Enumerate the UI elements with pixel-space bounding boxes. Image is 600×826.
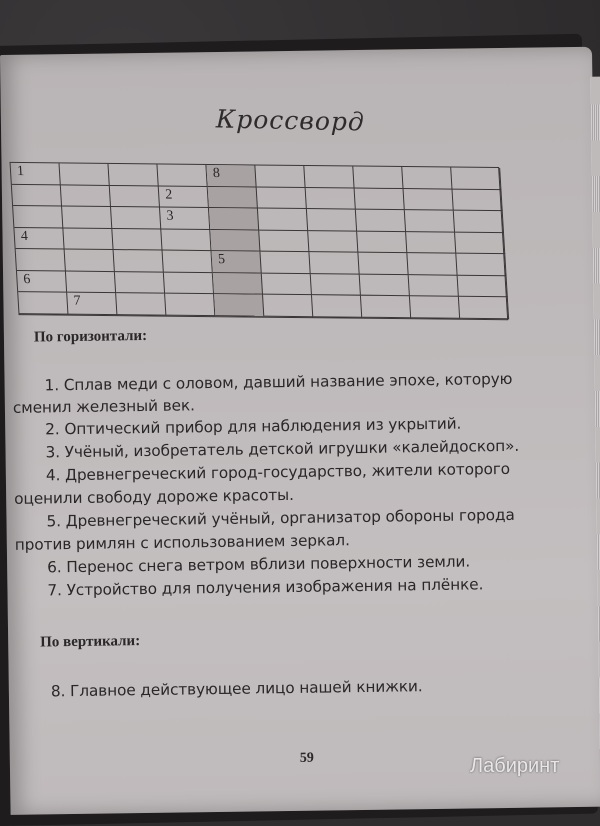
crossword-clue-number: 8 xyxy=(212,166,221,182)
across-clue-line: 6. Перенос снега ветром вблизи поверхности земли. xyxy=(47,552,471,577)
crossword-cell xyxy=(456,254,506,276)
crossword-cell xyxy=(17,271,67,293)
crossword-cell-shaded xyxy=(210,230,260,252)
crossword-cell xyxy=(61,185,111,207)
crossword-cell xyxy=(262,273,312,295)
crossword-clue-number: 6 xyxy=(22,271,31,287)
crossword-cell xyxy=(259,230,309,252)
page-edges xyxy=(590,77,600,797)
across-clue-line: сменил железный век. xyxy=(12,396,195,417)
crossword-cell xyxy=(255,165,305,187)
crossword-cell xyxy=(360,274,410,296)
across-clue-line: 5. Древнегреческий учёный, организатор обороны города xyxy=(46,505,515,531)
crossword-cell-shaded xyxy=(212,251,262,273)
crossword-cell xyxy=(309,252,359,274)
crossword-cell xyxy=(11,163,61,185)
crossword-cell xyxy=(112,229,162,251)
across-clue-line: 2. Оптический прибор для наблюдения из укрытий. xyxy=(45,414,462,439)
crossword-clue-number: 5 xyxy=(217,252,226,268)
crossword-cell xyxy=(451,168,501,190)
crossword-cell xyxy=(404,189,454,211)
crossword-cell xyxy=(114,250,164,272)
crossword-cell xyxy=(108,164,158,186)
crossword-cell xyxy=(161,229,211,251)
crossword-cell xyxy=(308,231,358,253)
crossword-cell xyxy=(358,253,408,275)
across-clue-line: против римлян с использованием зеркал. xyxy=(14,531,350,554)
crossword-cell xyxy=(160,208,210,230)
labirint-watermark xyxy=(470,755,559,778)
crossword-cell xyxy=(455,232,505,254)
crossword-grid-wrap xyxy=(9,162,508,319)
crossword-cell xyxy=(16,249,66,271)
crossword-cell xyxy=(111,207,161,229)
across-heading: По горизонтали: xyxy=(33,327,148,346)
crossword-clue-number: 4 xyxy=(20,228,29,244)
crossword-cell xyxy=(12,184,62,206)
book-page xyxy=(0,47,600,815)
crossword-clue-number: 1 xyxy=(16,163,25,180)
crossword-cell-shaded xyxy=(213,273,263,295)
crossword-cell xyxy=(454,211,504,233)
crossword-cell xyxy=(60,163,110,185)
page-number: 59 xyxy=(299,750,314,766)
crossword-cell-shaded xyxy=(206,165,256,187)
across-clue-line: 3. Учёный, изобретатель детской игрушки «калейдоскоп». xyxy=(45,436,520,462)
crossword-cell xyxy=(258,209,308,231)
crossword-cell-shaded xyxy=(209,208,259,230)
crossword-cell xyxy=(14,227,64,249)
crossword-cell xyxy=(355,188,405,210)
across-clue-line: оценили свободу дороже красоты. xyxy=(14,485,294,508)
crossword-cell-shaded xyxy=(208,186,258,208)
crossword-cell xyxy=(452,189,502,211)
crossword-cell xyxy=(66,271,116,293)
down-heading: По вертикали: xyxy=(40,633,141,651)
crossword-cell xyxy=(402,167,452,189)
crossword-cell xyxy=(311,274,361,296)
crossword-cell xyxy=(356,210,406,232)
crossword-cell xyxy=(18,292,68,314)
crossword-cell xyxy=(159,186,209,208)
crossword-cell xyxy=(361,296,411,318)
crossword-cell xyxy=(410,296,460,318)
crossword-cell xyxy=(407,253,457,275)
crossword-clue-number: 2 xyxy=(164,187,173,203)
across-clue-line: 4. Древнегреческий город-государство, жители которого xyxy=(45,459,511,485)
crossword-cell xyxy=(260,252,310,274)
crossword-cell xyxy=(304,166,354,188)
crossword-cell xyxy=(405,210,455,232)
crossword-cell xyxy=(13,206,63,228)
crossword-cell xyxy=(62,206,112,228)
crossword-grid xyxy=(9,162,508,320)
crossword-cell xyxy=(263,295,313,317)
across-clue-line: 1. Сплав меди с оловом, давший название эпохе, которую xyxy=(44,369,513,395)
crossword-clue-number: 7 xyxy=(73,293,82,309)
crossword-cell-shaded xyxy=(214,294,264,316)
watermark-text: Лабиринт xyxy=(470,755,560,777)
down-clue-line: 8. Главное действующее лицо нашей книжки. xyxy=(50,677,423,701)
crossword-cell xyxy=(406,232,456,254)
crossword-cell xyxy=(306,188,356,210)
crossword-cell xyxy=(116,293,166,315)
crossword-cell xyxy=(409,275,459,297)
across-clue-line: 7. Устройство для получения изображения на плёнке. xyxy=(47,575,484,600)
crossword-cell xyxy=(307,209,357,231)
crossword-cell xyxy=(157,164,207,186)
crossword-cell xyxy=(459,297,509,319)
crossword-cell xyxy=(357,231,407,253)
crossword-cell xyxy=(312,295,362,317)
crossword-cell xyxy=(110,185,160,207)
crossword-cell xyxy=(257,187,307,209)
crossword-cell xyxy=(115,272,165,294)
crossword-cell xyxy=(67,293,117,315)
crossword-cell xyxy=(65,250,115,272)
crossword-clue-number: 3 xyxy=(166,208,174,224)
page-title: Кроссворд xyxy=(215,104,366,137)
crossword-cell xyxy=(458,275,508,297)
crossword-cell xyxy=(165,294,215,316)
crossword-cell xyxy=(63,228,113,250)
crossword-cell xyxy=(353,167,403,189)
crossword-cell xyxy=(164,272,214,294)
crossword-cell xyxy=(163,251,213,273)
